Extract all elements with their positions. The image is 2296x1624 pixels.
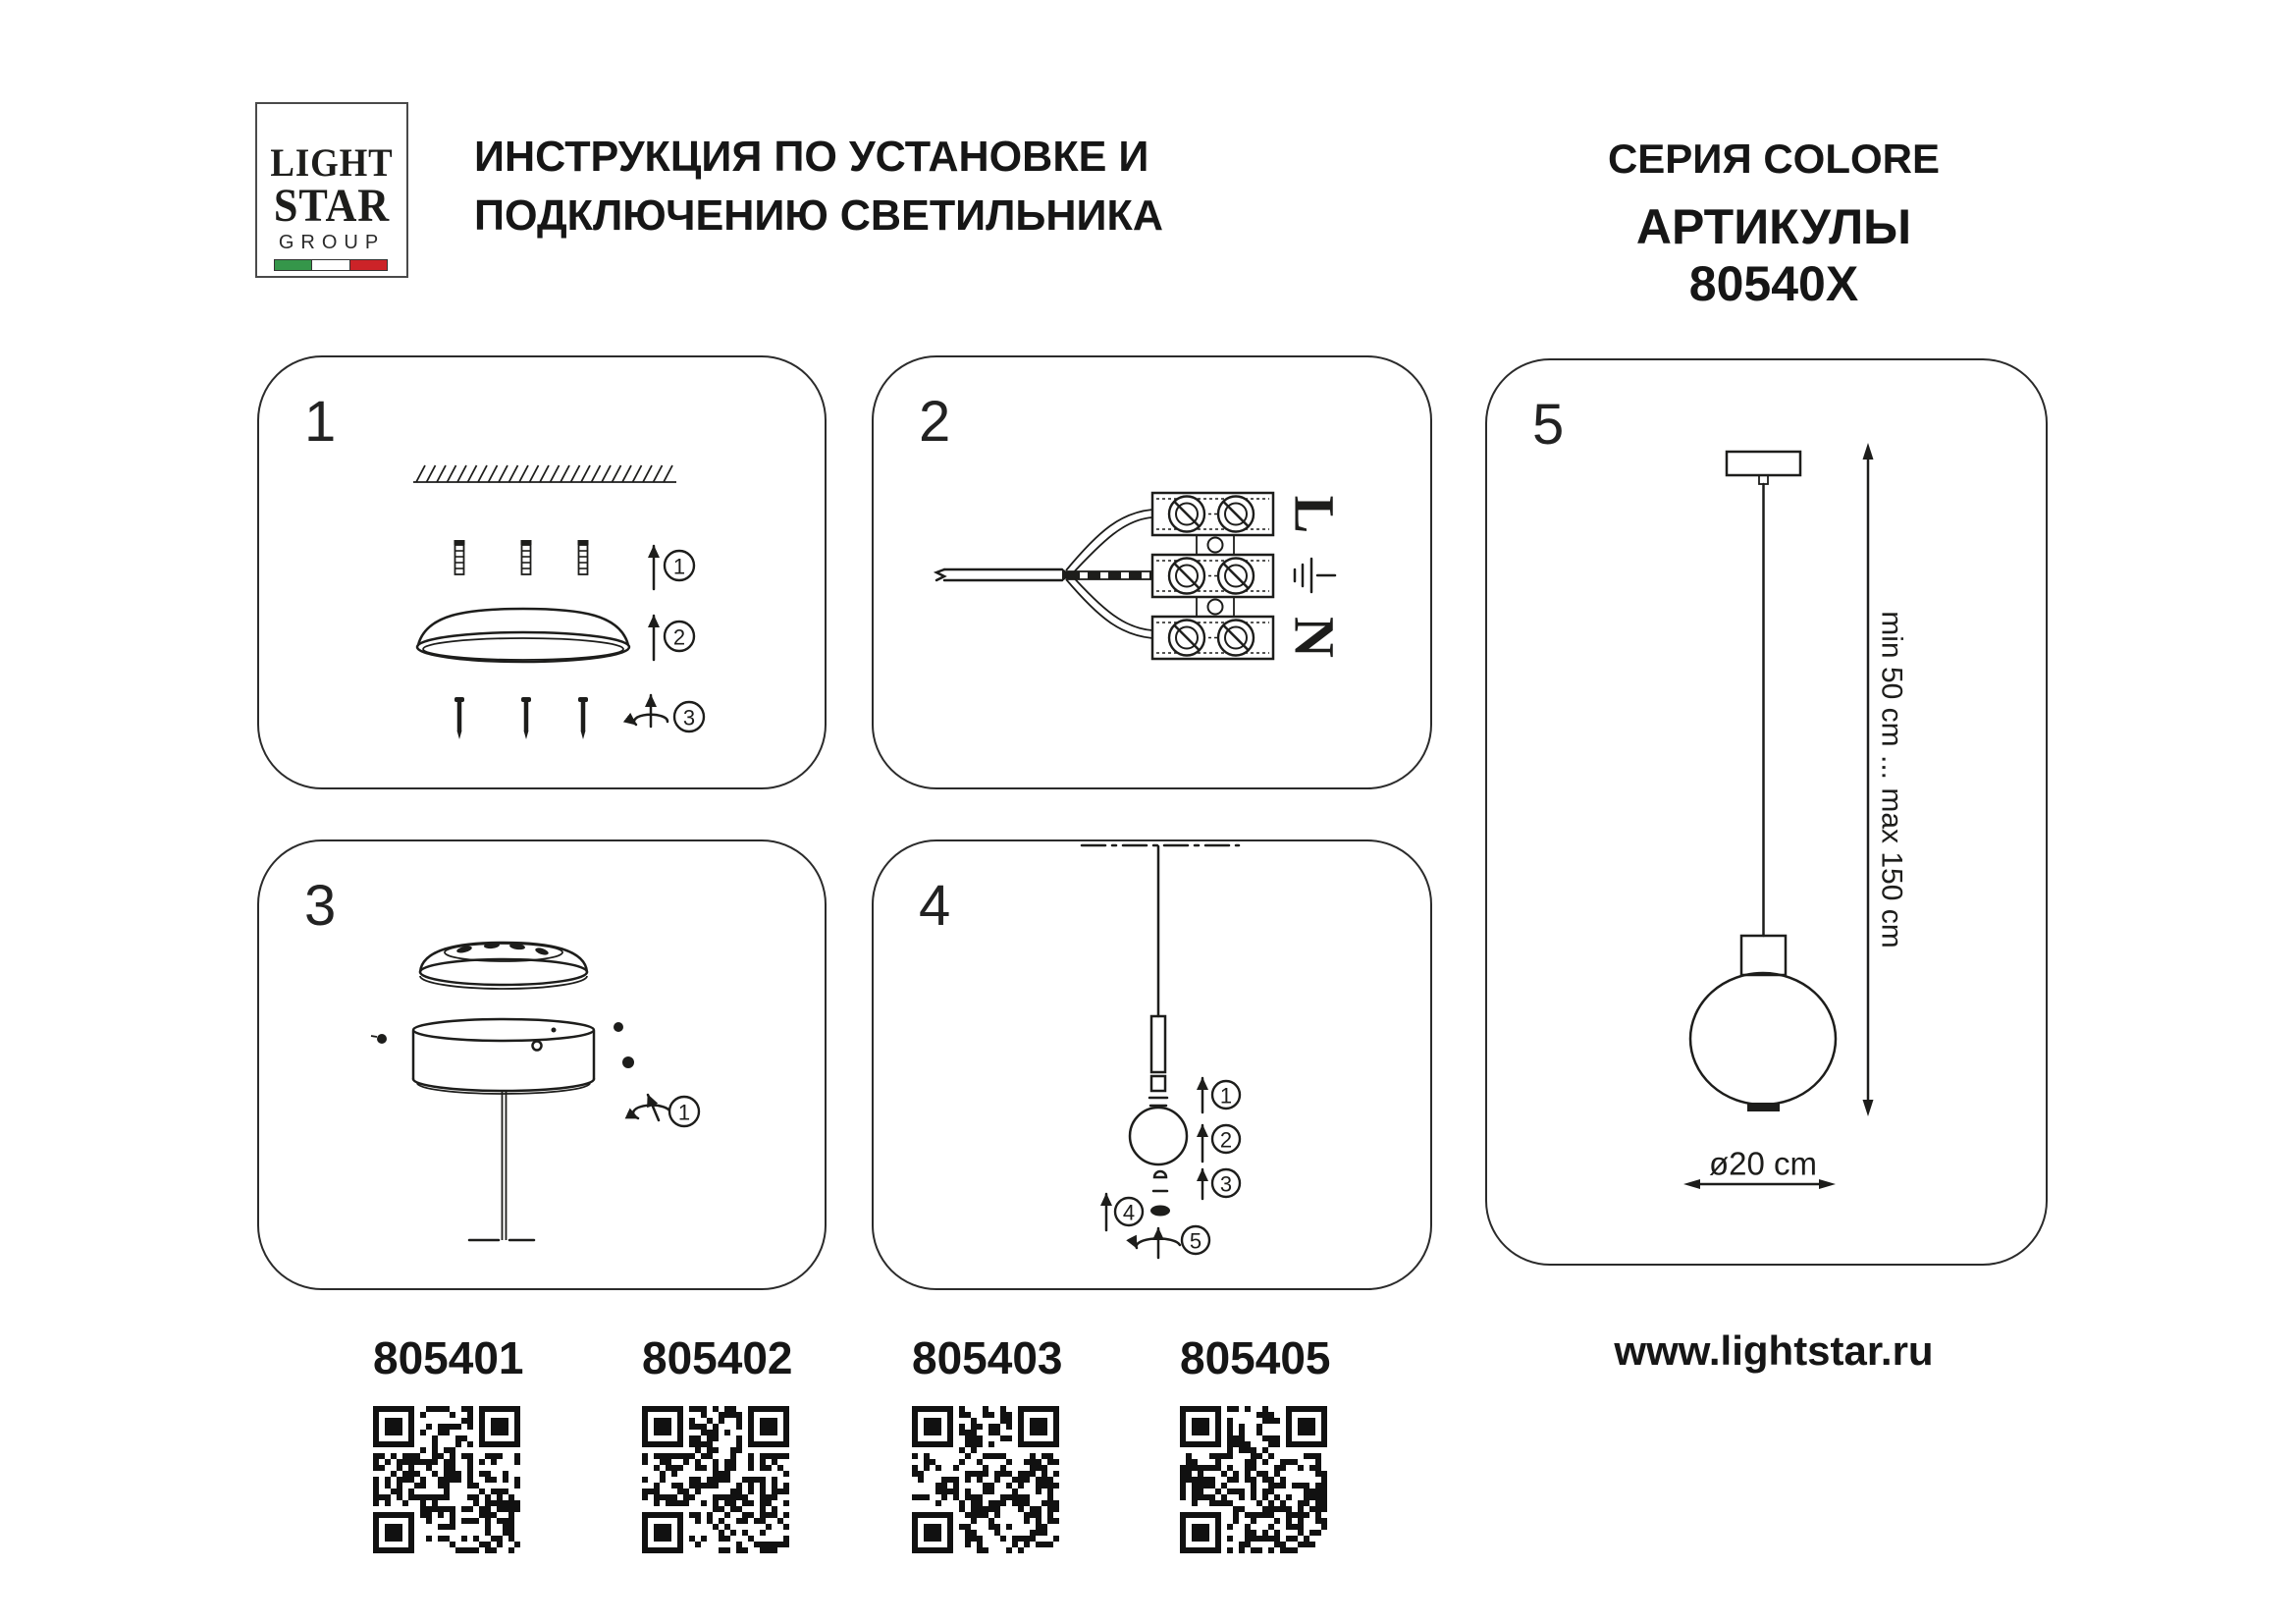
qr-code <box>1180 1406 1327 1553</box>
article-number: 805401 <box>373 1332 524 1383</box>
svg-text:3: 3 <box>682 705 696 731</box>
article-item <box>1180 1331 1331 1558</box>
glass-globe <box>1130 1108 1187 1164</box>
diameter-label: ø20 cm <box>1708 1145 1818 1182</box>
step-4-panel <box>872 839 1432 1290</box>
terminal-label-neutral: N <box>1282 617 1347 658</box>
step-2-panel <box>872 355 1432 789</box>
live-wire <box>1066 510 1152 577</box>
height-range-label: min 50 cm ... max 150 cm <box>1875 611 1908 948</box>
callout-4-circle <box>1115 1198 1143 1225</box>
step-4-number: 4 <box>919 874 951 938</box>
callout-1-circle <box>669 1097 699 1126</box>
glass-globe <box>1690 973 1836 1111</box>
step-1-diagram <box>259 357 825 787</box>
earth-wire-striped <box>1067 571 1152 579</box>
earth-symbol <box>1295 559 1335 592</box>
articles-label: АРТИКУЛЫ 80540X <box>1635 199 1912 311</box>
article-item <box>912 1331 1063 1558</box>
ceiling-hatch-lines <box>416 465 672 482</box>
neutral-wire <box>1066 572 1152 638</box>
series-block <box>1573 135 1975 312</box>
step-2-number: 2 <box>919 390 951 454</box>
article-number: 805402 <box>642 1332 793 1383</box>
title-line-2: ПОДКЛЮЧЕНИЮ СВЕТИЛЬНИКА <box>474 191 1164 240</box>
article-number: 805405 <box>1180 1332 1331 1383</box>
logo-word-light: LIGHT <box>270 140 394 185</box>
callout-1-circle <box>665 551 694 580</box>
step-3-diagram <box>259 841 825 1288</box>
lightstar-logo <box>255 102 408 278</box>
article-number: 805403 <box>912 1332 1063 1383</box>
article-item <box>642 1331 793 1558</box>
svg-text:1: 1 <box>677 1100 691 1125</box>
screw-icon <box>454 697 588 739</box>
callout-1-circle <box>1212 1081 1240 1109</box>
step-5-panel <box>1485 358 2048 1266</box>
lamp-holder <box>1741 936 1786 975</box>
rotation-arrow <box>633 1095 670 1120</box>
socket-tube <box>1149 1016 1167 1106</box>
logo-word-star: STAR <box>273 180 391 232</box>
series-name: СЕРИЯ COLORE <box>1607 135 1941 182</box>
ceiling-hatch <box>413 465 676 482</box>
step-5-number: 5 <box>1532 393 1565 457</box>
height-dimension <box>1863 443 1908 1116</box>
page-title <box>474 128 1340 245</box>
article-item <box>373 1331 524 1558</box>
ceiling-canopy <box>1727 452 1800 484</box>
flag-green-stripe <box>275 260 311 270</box>
step-3-panel <box>257 839 827 1290</box>
flag-red-stripe <box>350 260 387 270</box>
title-line-1: ИНСТРУКЦИЯ ПО УСТАНОВКЕ И <box>474 133 1149 181</box>
wall-plug-icon <box>454 540 589 574</box>
terminal-label-live: L <box>1282 495 1347 534</box>
svg-text:1: 1 <box>672 554 686 579</box>
svg-text:3: 3 <box>1219 1171 1233 1197</box>
flag-white-stripe <box>311 260 349 270</box>
svg-text:5: 5 <box>1189 1228 1202 1254</box>
canopy-plate-drawing <box>420 942 587 989</box>
svg-text:2: 2 <box>672 624 686 650</box>
svg-text:2: 2 <box>1219 1127 1233 1153</box>
website-link[interactable]: www.lightstar.ru <box>1614 1327 1934 1374</box>
step-3-number: 3 <box>304 874 337 938</box>
svg-text:4: 4 <box>1122 1200 1136 1225</box>
screw-rotation-arrow <box>634 695 667 727</box>
diameter-dimension <box>1683 1146 1836 1190</box>
step-1-number: 1 <box>304 390 337 454</box>
step-1-panel <box>257 355 827 789</box>
canopy-body-drawing <box>413 1019 594 1094</box>
globe-fixing-parts <box>1150 1171 1170 1217</box>
qr-code <box>912 1406 1059 1553</box>
qr-code <box>642 1406 789 1553</box>
callout-5-circle <box>1182 1226 1209 1254</box>
mounting-plate-drawing <box>417 609 629 662</box>
callout-3-circle <box>1212 1169 1240 1197</box>
callout-2-circle <box>1212 1125 1240 1153</box>
callout-3-circle <box>674 702 704 731</box>
terminal-block <box>1152 493 1273 659</box>
suspension-rod <box>469 1091 534 1240</box>
step-2-wiring-diagram <box>874 357 1430 787</box>
logo-word-group: GROUP <box>278 232 386 253</box>
tighten-rotation-arrow <box>1137 1228 1180 1258</box>
italian-flag-icon <box>274 259 388 271</box>
step-4-diagram <box>874 841 1430 1288</box>
supply-cable <box>936 568 1072 581</box>
step-5-dimensions-diagram <box>1487 360 2046 1264</box>
qr-code <box>373 1406 520 1553</box>
svg-text:1: 1 <box>1219 1083 1233 1109</box>
callout-2-circle <box>665 622 694 651</box>
